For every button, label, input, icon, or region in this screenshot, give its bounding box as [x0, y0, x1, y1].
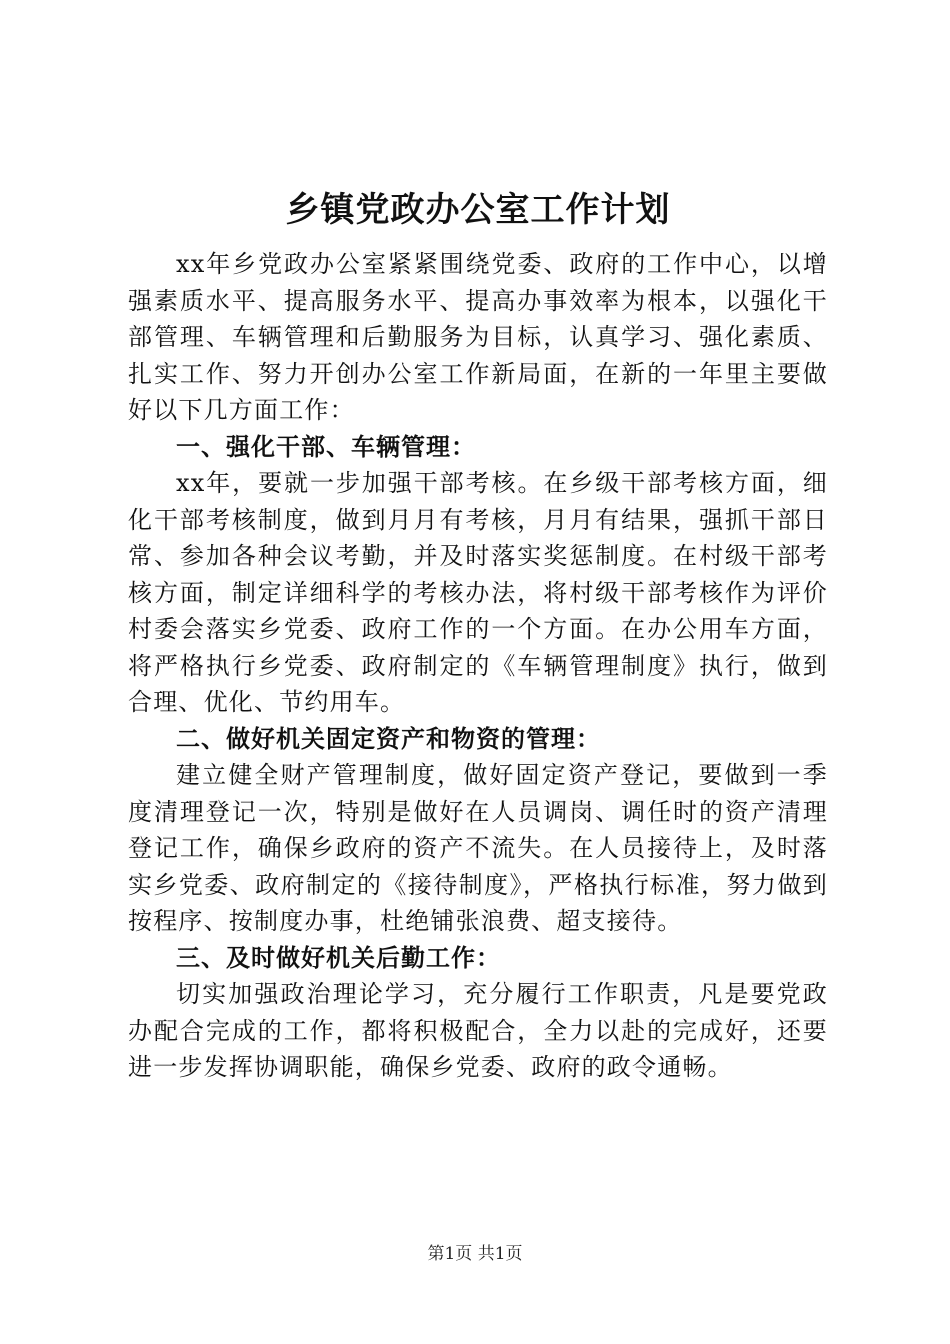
section-1-body: xx年，要就一步加强干部考核。在乡级干部考核方面，细化干部考核制度，做到月月有考核，月月有结果，强抓干部日常、参加各种会议考勤，并及时落实奖惩制度。在村级干部考核方面，制定详细科学的考核办法，将村级干部考核作为评价村委会落实乡党委、政府工作的一个方面。在办公用车方面，将严格执行乡党委、政府制定的《车辆管理制度》执行，做到合理、优化、节约用车。 [128, 469, 828, 716]
section-2-body: 建立健全财产管理制度，做好固定资产登记，要做到一季度清理登记一次，特别是做好在人员调岗、调任时的资产清理登记工作，确保乡政府的资产不流失。在人员接待上，及时落实乡党委、政府制定的《接待制度》，严格执行标准，努力做到按程序、按制度办事，杜绝铺张浪费、超支接待。 [128, 761, 828, 935]
document-content [128, 182, 828, 1086]
intro-paragraph: xx年乡党政办公室紧紧围绕党委、政府的工作中心，以增强素质水平、提高服务水平、提高办事效率为根本，以强化干部管理、车辆管理和后勤服务为目标，认真学习、强化素质、扎实工作、努力开创办公室工作新局面，在新的一年里主要做好以下几方面工作： [128, 250, 828, 424]
section-3-heading: 三、及时做好机关后勤工作： [176, 943, 501, 972]
page-footer: 第1页 共1页 [427, 1244, 523, 1264]
section-2-heading: 二、做好机关固定资产和物资的管理： [176, 724, 601, 753]
section-1-heading: 一、强化干部、车辆管理： [176, 432, 476, 461]
document-title: 乡镇党政办公室工作计划 [285, 190, 671, 230]
section-3-body: 切实加强政治理论学习，充分履行工作职责，凡是要党政办配合完成的工作，都将积极配合，全力以赴的完成好，还要进一步发挥协调职能，确保乡党委、政府的政令通畅。 [128, 980, 828, 1081]
